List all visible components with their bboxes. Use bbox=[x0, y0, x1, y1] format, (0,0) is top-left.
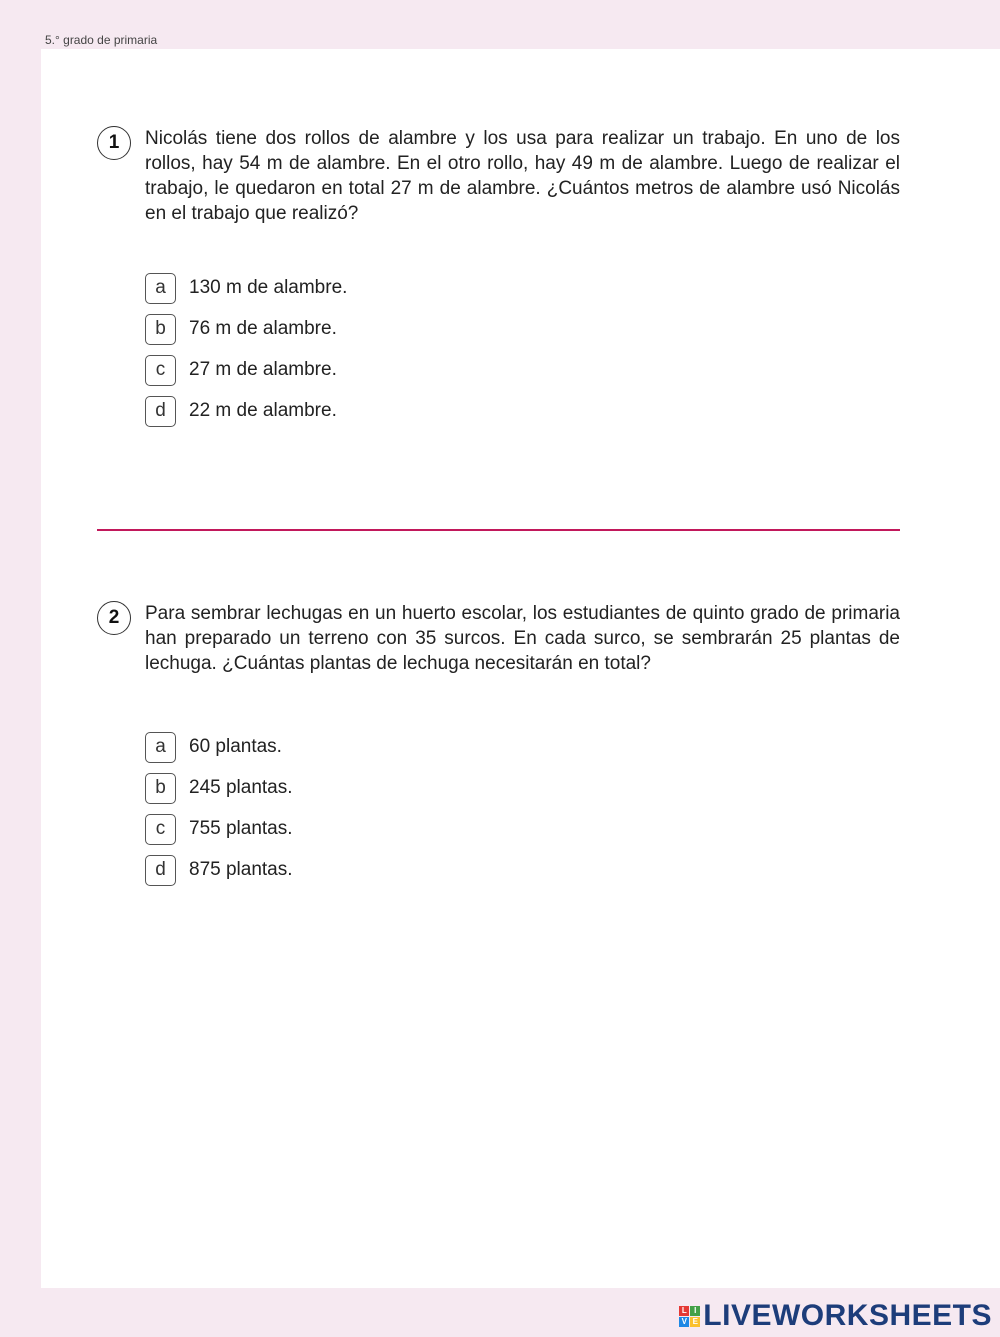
option-d[interactable] bbox=[145, 395, 347, 427]
option-text: 60 plantas. bbox=[189, 736, 282, 757]
option-letter-box[interactable]: c bbox=[145, 355, 176, 386]
option-letter-box[interactable]: b bbox=[145, 314, 176, 345]
option-letter-box[interactable]: d bbox=[145, 855, 176, 886]
option-c[interactable] bbox=[145, 813, 293, 845]
option-text: 22 m de alambre. bbox=[189, 400, 337, 421]
liveworksheets-logo-icon bbox=[679, 1306, 700, 1327]
logo-letter: I bbox=[690, 1306, 700, 1316]
option-b[interactable] bbox=[145, 772, 293, 804]
logo-letter: V bbox=[679, 1317, 689, 1327]
option-a[interactable] bbox=[145, 272, 347, 304]
options-list bbox=[145, 731, 293, 895]
option-text: 755 plantas. bbox=[189, 818, 293, 839]
option-text: 245 plantas. bbox=[189, 777, 293, 798]
question-text: Para sembrar lechugas en un huerto escolar, los estudiantes de quinto grado de primaria han preparado un terreno con 35 surcos. En cada surco, se sembrarán 25 plantas de lechuga. ¿Cuántas plantas de lechuga necesitarán en total? bbox=[145, 603, 900, 674]
option-letter-box[interactable]: c bbox=[145, 814, 176, 845]
grade-label: 5.° grado de primaria bbox=[45, 33, 158, 47]
brand-name: LIVEWORKSHEETS bbox=[703, 1299, 992, 1332]
question-text: Nicolás tiene dos rollos de alambre y los usa para realizar un trabajo. En uno de los rollos, hay 54 m de alambre. En el otro rollo, hay 49 m de alambre. Luego de realizar el trabajo, le quedaron en total 27 m de alambre. ¿Cuántos metros de alambre usó Nicolás en el trabajo que realizó? bbox=[145, 128, 900, 224]
option-letter-box[interactable]: b bbox=[145, 773, 176, 804]
logo-letter: L bbox=[679, 1306, 689, 1316]
liveworksheets-brand[interactable] bbox=[679, 1299, 992, 1333]
option-letter-box[interactable]: a bbox=[145, 732, 176, 763]
option-text: 76 m de alambre. bbox=[189, 318, 337, 339]
option-letter-box[interactable]: a bbox=[145, 273, 176, 304]
option-d[interactable] bbox=[145, 854, 293, 886]
option-b[interactable] bbox=[145, 313, 347, 345]
section-divider bbox=[97, 529, 900, 531]
option-text: 27 m de alambre. bbox=[189, 359, 337, 380]
option-letter-box[interactable]: d bbox=[145, 396, 176, 427]
option-a[interactable] bbox=[145, 731, 293, 763]
question-number-badge: 2 bbox=[97, 601, 131, 635]
option-text: 875 plantas. bbox=[189, 859, 293, 880]
options-list bbox=[145, 272, 347, 436]
logo-letter: E bbox=[690, 1317, 700, 1327]
option-c[interactable] bbox=[145, 354, 347, 386]
question-number-badge: 1 bbox=[97, 126, 131, 160]
option-text: 130 m de alambre. bbox=[189, 277, 348, 298]
